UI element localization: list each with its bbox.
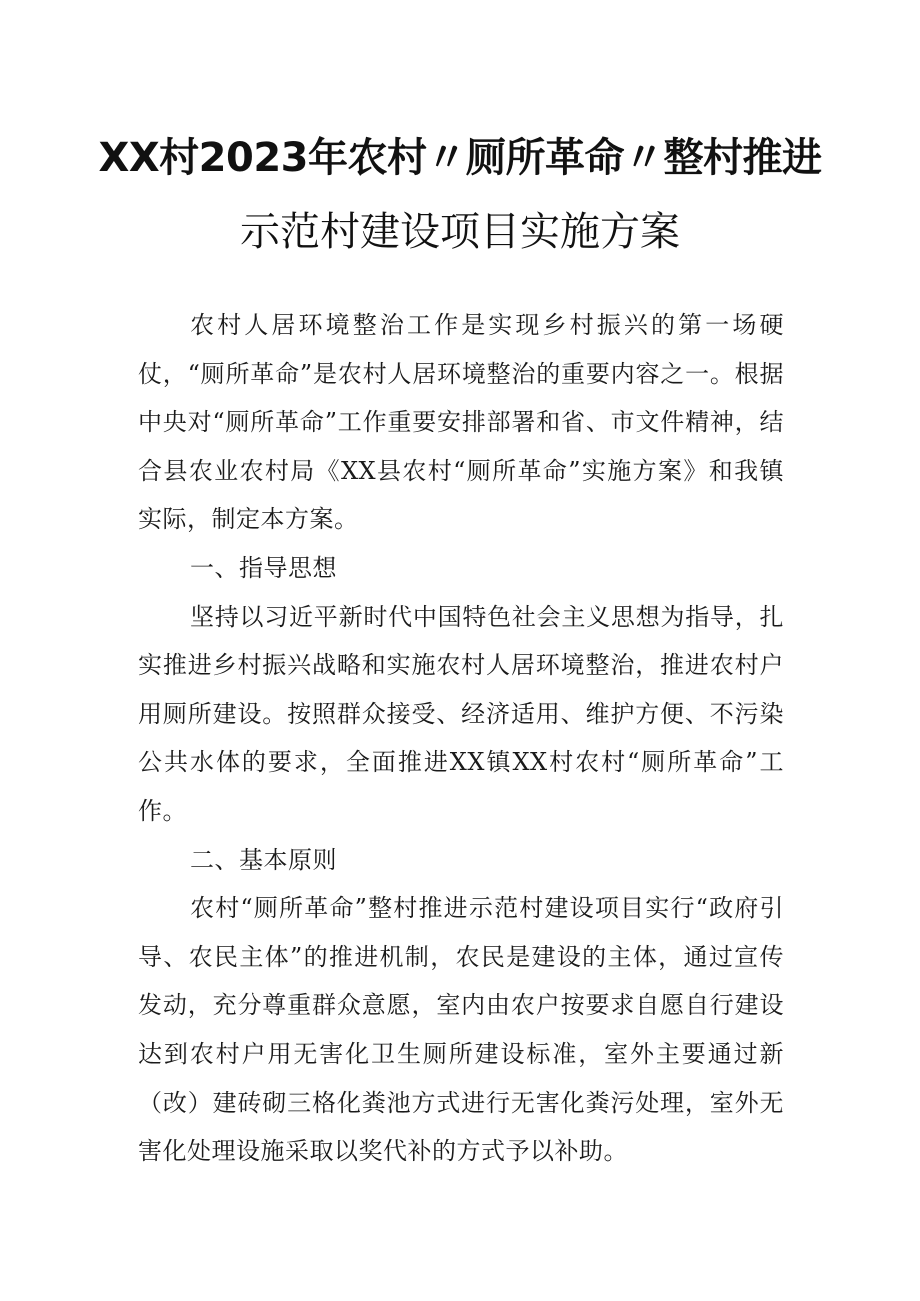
section-paragraph-guiding-thought: 坚持以习近平新时代中国特色社会主义思想为指导，扎实推进乡村振兴战略和实施农村人居环境整治，推进农村户用厕所建设。按照群众接受、经济适用、维护方便、不污染公共水体的要求，全面推进XX镇XX村农村“厕所革命”工作。 (138, 602, 784, 825)
section-heading-basic-principles: 二、基本原则 (190, 845, 337, 874)
section-paragraph-basic-principles: 农村“厕所革命”整村推进示范村建设项目实行“政府引导、农民主体”的推进机制，农民是建设的主体，通过宣传发动，充分尊重群众意愿，室内由农户按要求自愿自行建设达到农村户用无害化卫生厕所建设标准，室外主要通过新（改）建砖砌三格化粪池方式进行无害化粪污处理，室外无害化处理设施采取以奖代补的方式予以补助。 (138, 894, 784, 1166)
document-body (138, 301, 784, 1176)
intro-paragraph: 农村人居环境整治工作是实现乡村振兴的第一场硬仗，“厕所革命”是农村人居环境整治的重要内容之一。根据中央对“厕所革命”工作重要安排部署和省、市文件精神，结合县农业农村局《XX县农村“厕所革命”实施方案》和我镇实际，制定本方案。 (138, 311, 784, 534)
document-title-line-2: 示范村建设项目实施方案 (240, 209, 680, 255)
section-heading-guiding-thought: 一、指导思想 (190, 553, 337, 582)
document-title-line-1: XX村2023年农村〃厕所革命〃整村推进 (98, 135, 822, 181)
